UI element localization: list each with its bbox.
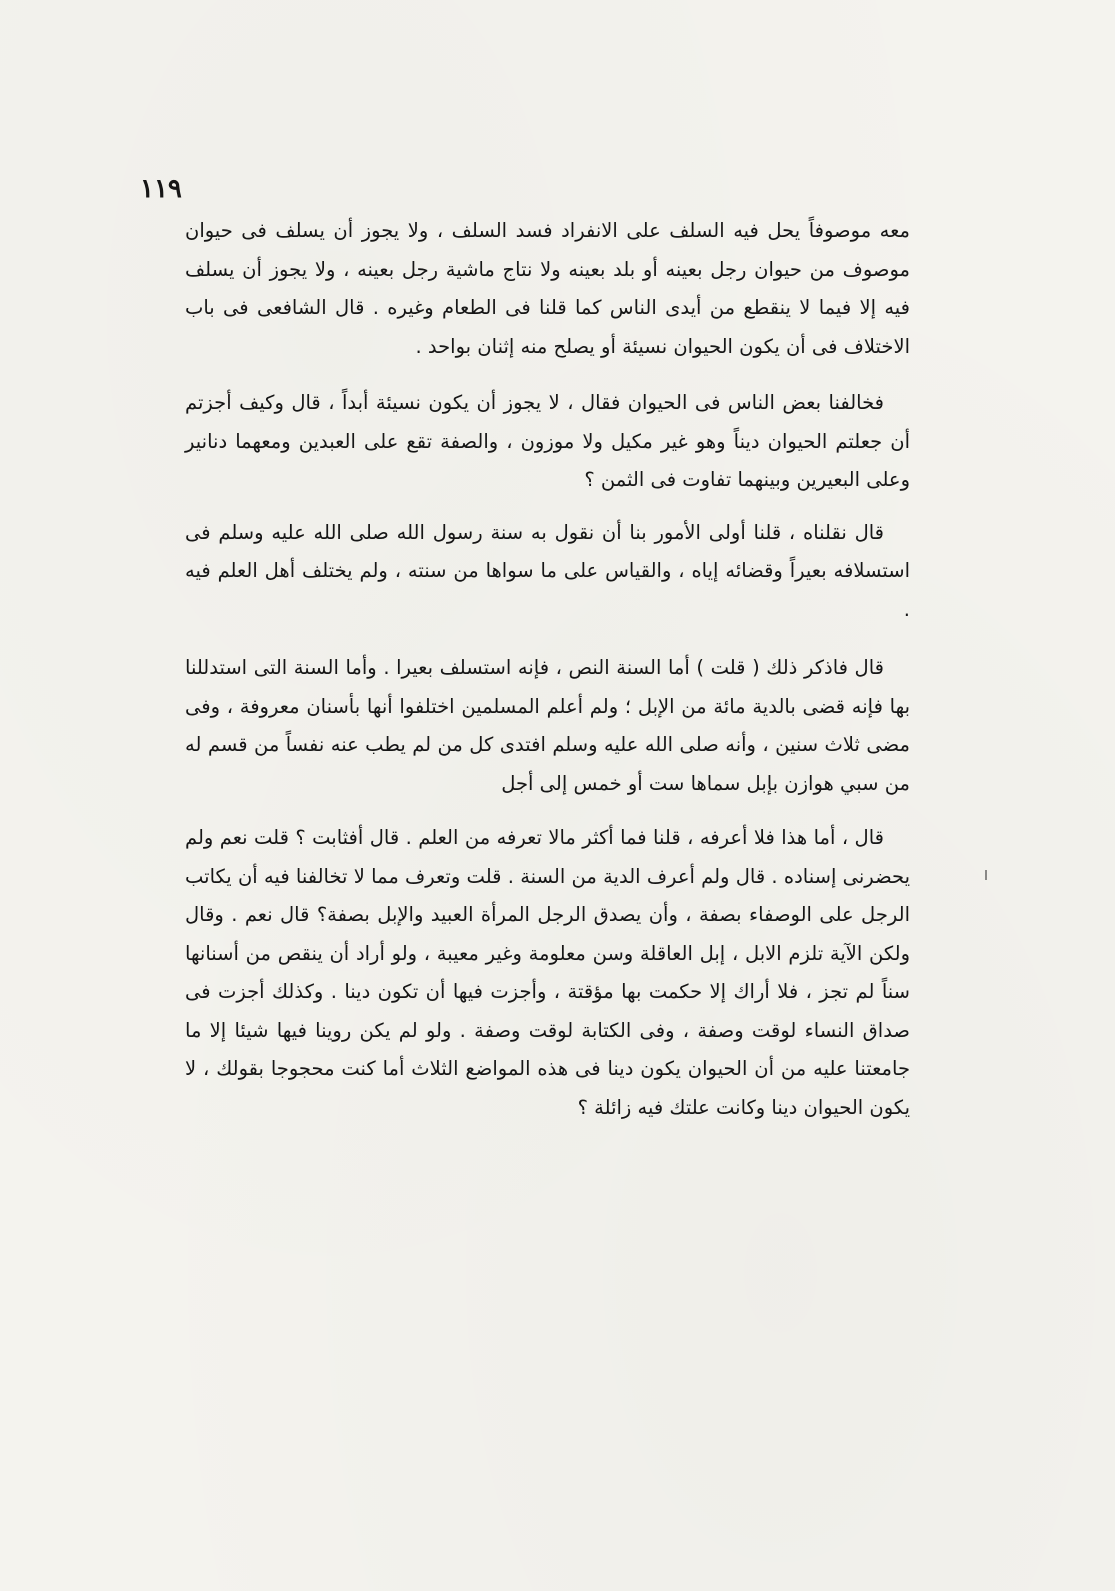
paragraph-5: قال ، أما هذا فلا أعرفه ، قلنا فما أكثر مالا تعرفه من العلم . قال أفثابت ؟ قلت نعم ولم يحضرنى إسناده . قال ولم أعرف الدية من السنة . قلت وتعرف مما لا تخالفنا فيه أن يكاتب الرجل على الوصفاء بصفة ، وأن يصدق الرجل المرأة العبيد والإبل بصفة؟ قال نعم . وقال ولكن الآية تلزم الابل ، إبل العاقلة وسن معلومة وغير معيبة ، ولو أراد أن ينقص من أسنانها سناً لم تجز ، فلا أراك إلا حكمت بها مؤقتة ، وأجزت فيها أن تكون دينا . وكذلك أجزت فى صداق النساء لوقت وصفة ، وفى الكتابة لوقت وصفة . ولو لم يكن روينا فيها شيئا إلا ما جامعتنا عليه من أن الحيوان يكون دينا فى هذه المواضع الثلاث أما كنت محجوجا بقولك ، لا يكون الحيوان دينا وكانت علتك فيه زائلة ؟ [185, 826, 910, 1119]
body-text [185, 212, 910, 1127]
paragraph-4: قال فاذكر ذلك ( قلت ) أما السنة النص ، فإنه استسلف بعيرا . وأما السنة التى استدللنا بها فإنه قضى بالدية مائة من الإبل ؛ ولم أعلم المسلمين اختلفوا أنها بأسنان معروفة ، وفى مضى ثلاث سنين ، وأنه صلى الله عليه وسلم افتدى كل من لم يطب عنه نفساً من قسم له من سبي هوازن بإبل سماها ست أو خمس إلى أجل [185, 656, 910, 795]
paragraph-3: قال نقلناه ، قلنا أولى الأمور بنا أن نقول به سنة رسول الله صلى الله عليه وسلم فى استسلافه بعيراً وقضائه إياه ، والقياس على ما سواها من سنته ، ولم يختلف أهل العلم فيه . [185, 520, 910, 621]
page-number: ١١٩ [140, 174, 182, 204]
paragraph-1: معه موصوفاً يحل فيه السلف على الانفراد فسد السلف ، ولا يجوز أن يسلف فى حيوان موصوف من حيوان رجل بعينه أو بلد بعينه ولا نتاج ماشية رجل بعينه ، ولا يجوز أن يسلف فيه إلا فيما لا ينقطع من أيدى الناس كما قلنا فى الطعام وغيره . قال الشافعى فى باب الاختلاف فى أن يكون الحيوان نسيئة أو يصلح منه إثنان بواحد . [185, 219, 910, 358]
margin-mark [985, 870, 987, 880]
paragraph-2: فخالفنا بعض الناس فى الحيوان فقال ، لا يجوز أن يكون نسيئة أبداً ، قال وكيف أجزتم أن جعلتم الحيوان ديناً وهو غير مكيل ولا موزون ، والصفة تقع على العبدين ومعهما دنانير وعلى البعيرين وبينهما تفاوت فى الثمن ؟ [185, 391, 910, 491]
